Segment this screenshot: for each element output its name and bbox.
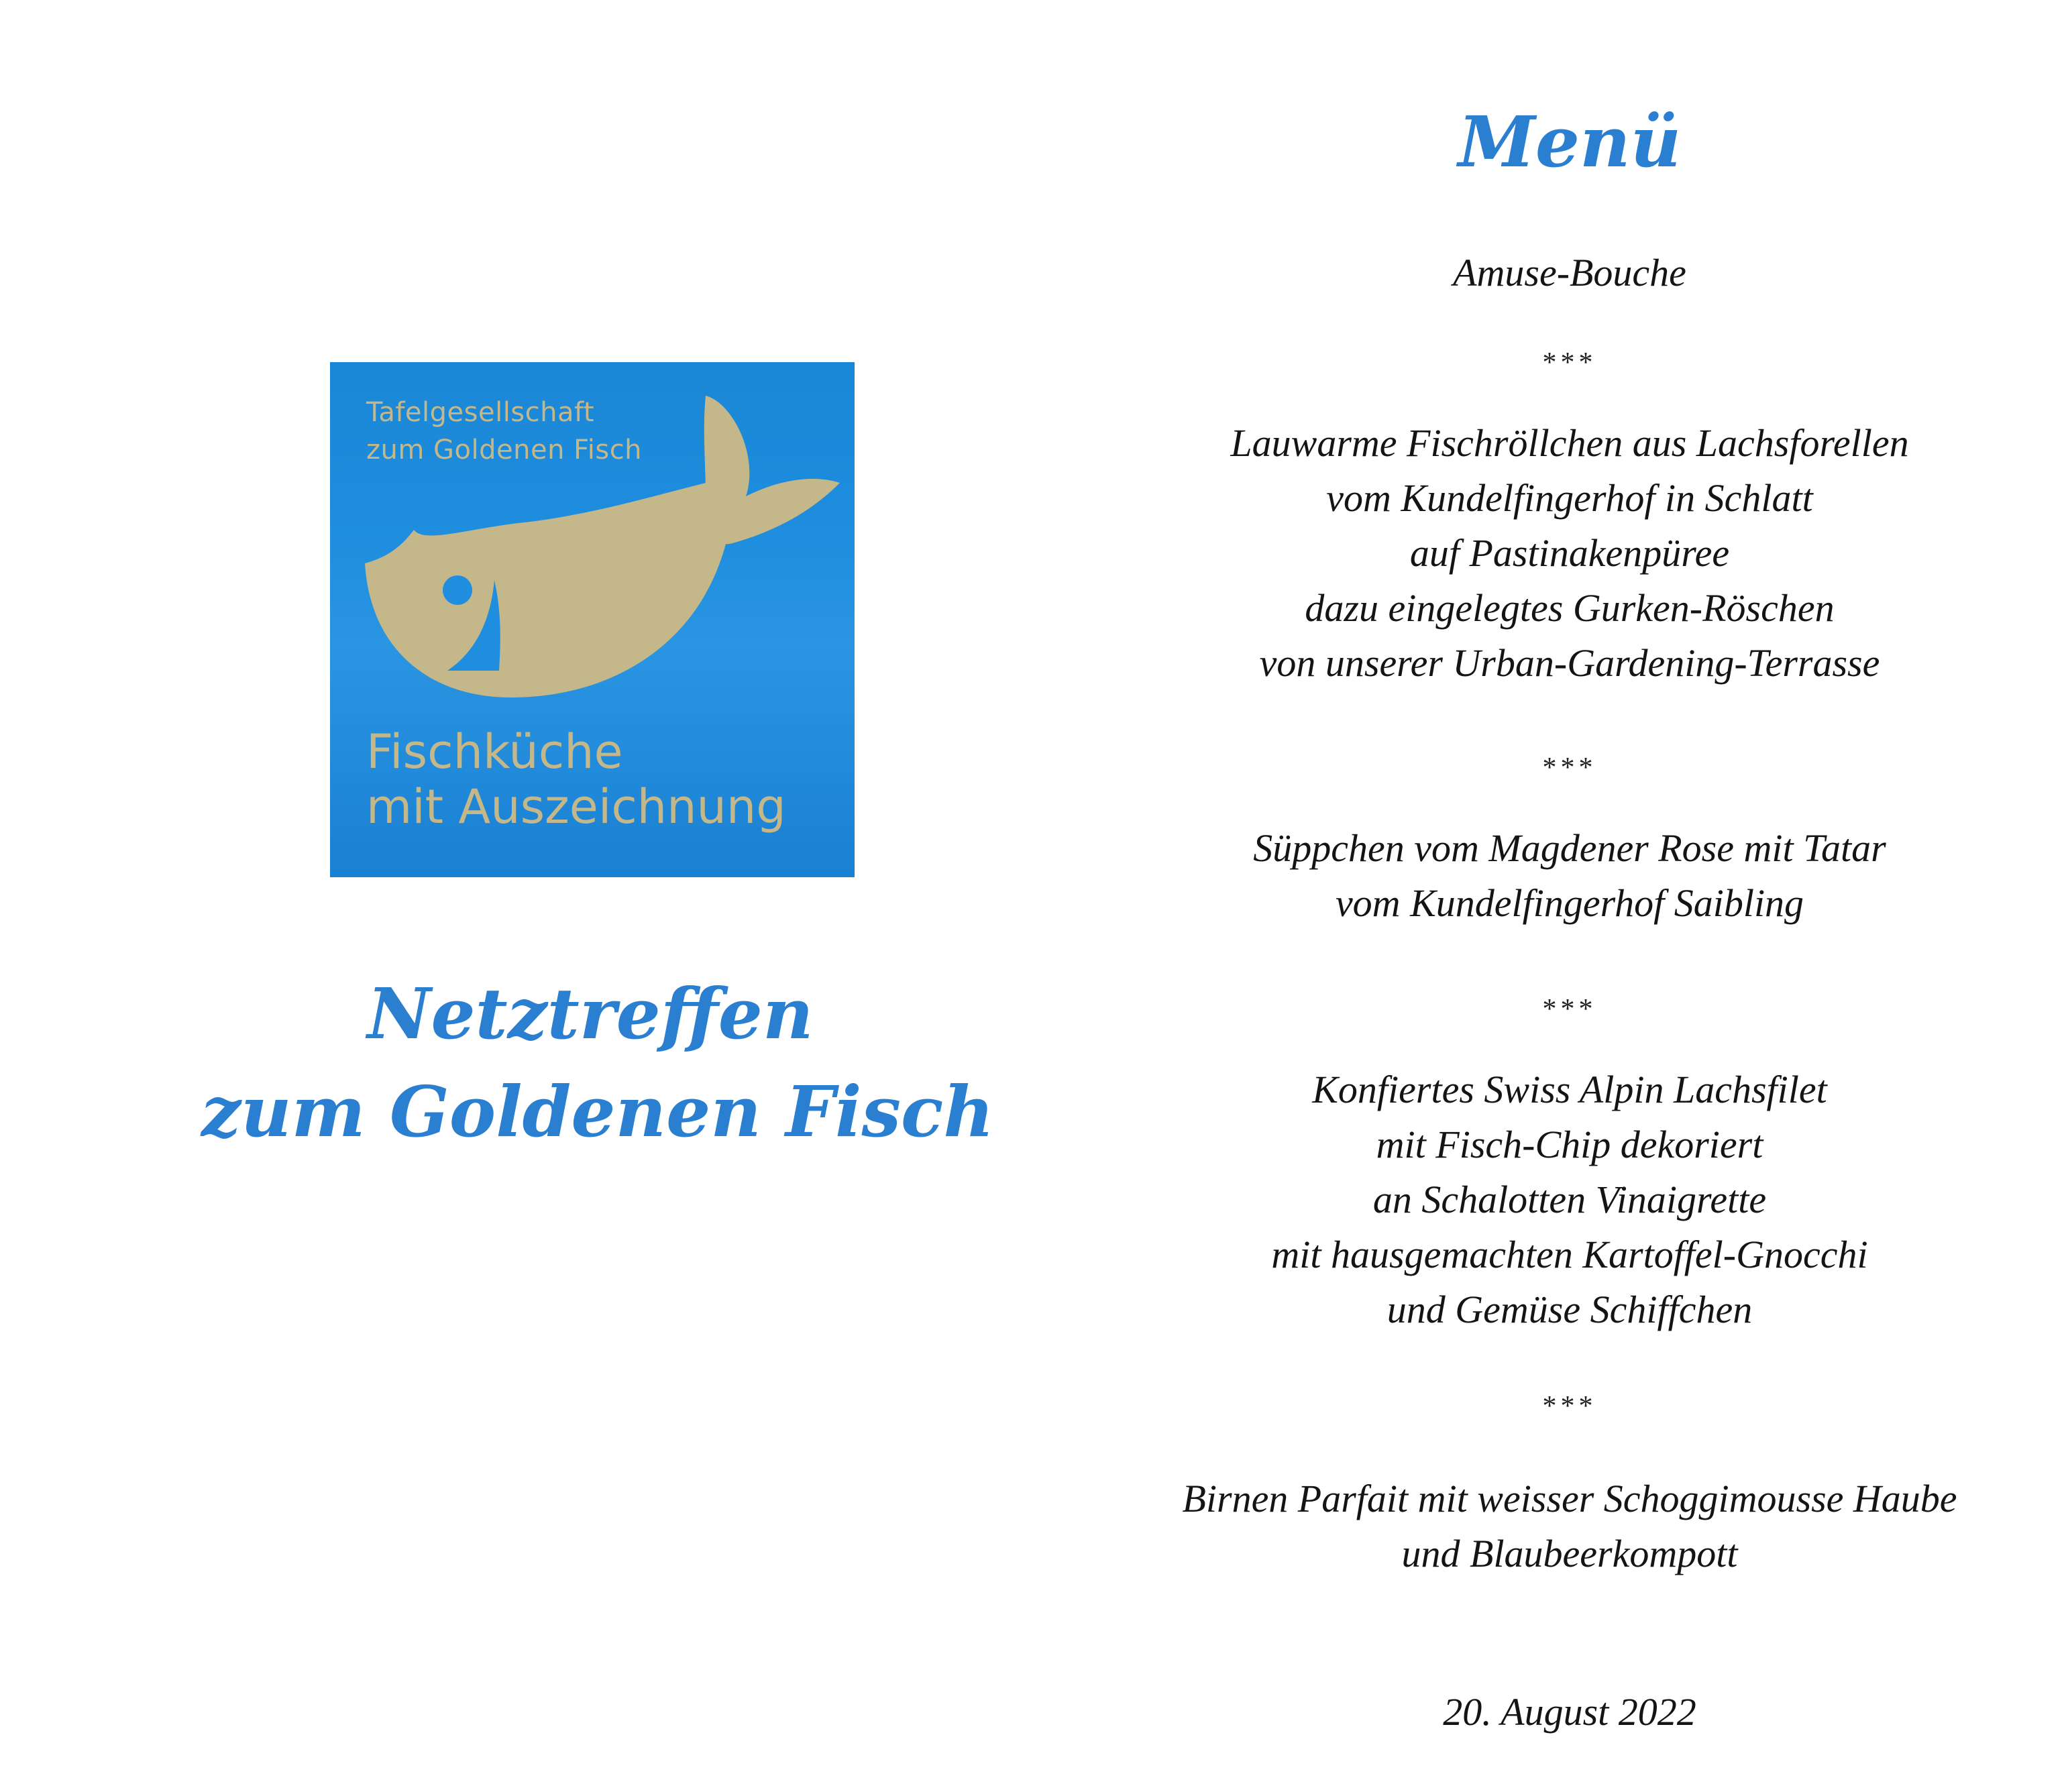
- course-2-line: auf Pastinakenpüree: [1409, 531, 1730, 575]
- course-2-line: Lauwarme Fischröllchen aus Lachsforellen: [1230, 421, 1909, 465]
- course-4-line: und Gemüse Schiffchen: [1387, 1288, 1753, 1331]
- course-5-line: Birnen Parfait mit weisser Schoggimousse Haube: [1182, 1477, 1957, 1520]
- course-separator: ***: [1542, 752, 1597, 783]
- course-1-line: Amuse-Bouche: [1453, 251, 1686, 294]
- course-separator: ***: [1542, 994, 1597, 1025]
- course-5-line: und Blaubeerkompott: [1401, 1532, 1738, 1575]
- logo-award-line1: Fischküche: [366, 724, 623, 779]
- course-separator: ***: [1542, 1391, 1597, 1422]
- course-2-line: dazu eingelegtes Gurken-Röschen: [1305, 586, 1835, 630]
- course-2-line: von unserer Urban-Gardening-Terrasse: [1259, 641, 1880, 685]
- event-title-line2: zum Goldenen Fisch: [201, 1070, 994, 1153]
- menu-date: 20. August 2022: [1443, 1690, 1696, 1734]
- course-4-line: mit hausgemachten Kartoffel-Gnocchi: [1271, 1233, 1868, 1276]
- logo-society-name: zum Goldenen Fisch: [366, 435, 643, 465]
- course-4-line: an Schalotten Vinaigrette: [1372, 1178, 1767, 1221]
- menu-title: Menü: [1458, 101, 1682, 183]
- course-separator: ***: [1542, 347, 1597, 378]
- course-3-line: Süppchen vom Magdener Rose mit Tatar: [1253, 826, 1886, 870]
- course-4-line: mit Fisch-Chip dekoriert: [1376, 1123, 1763, 1166]
- logo-award-line2: mit Auszeichnung: [366, 779, 786, 834]
- course-3-line: vom Kundelfingerhof Saibling: [1335, 881, 1804, 925]
- course-4-line: Konfiertes Swiss Alpin Lachsfilet: [1312, 1068, 1827, 1111]
- course-2-line: vom Kundelfingerhof in Schlatt: [1326, 476, 1813, 520]
- logo-society-line: Tafelgesellschaft: [366, 397, 595, 428]
- event-title-line1: Netztreffen: [367, 972, 814, 1055]
- fish-logo: [330, 362, 855, 877]
